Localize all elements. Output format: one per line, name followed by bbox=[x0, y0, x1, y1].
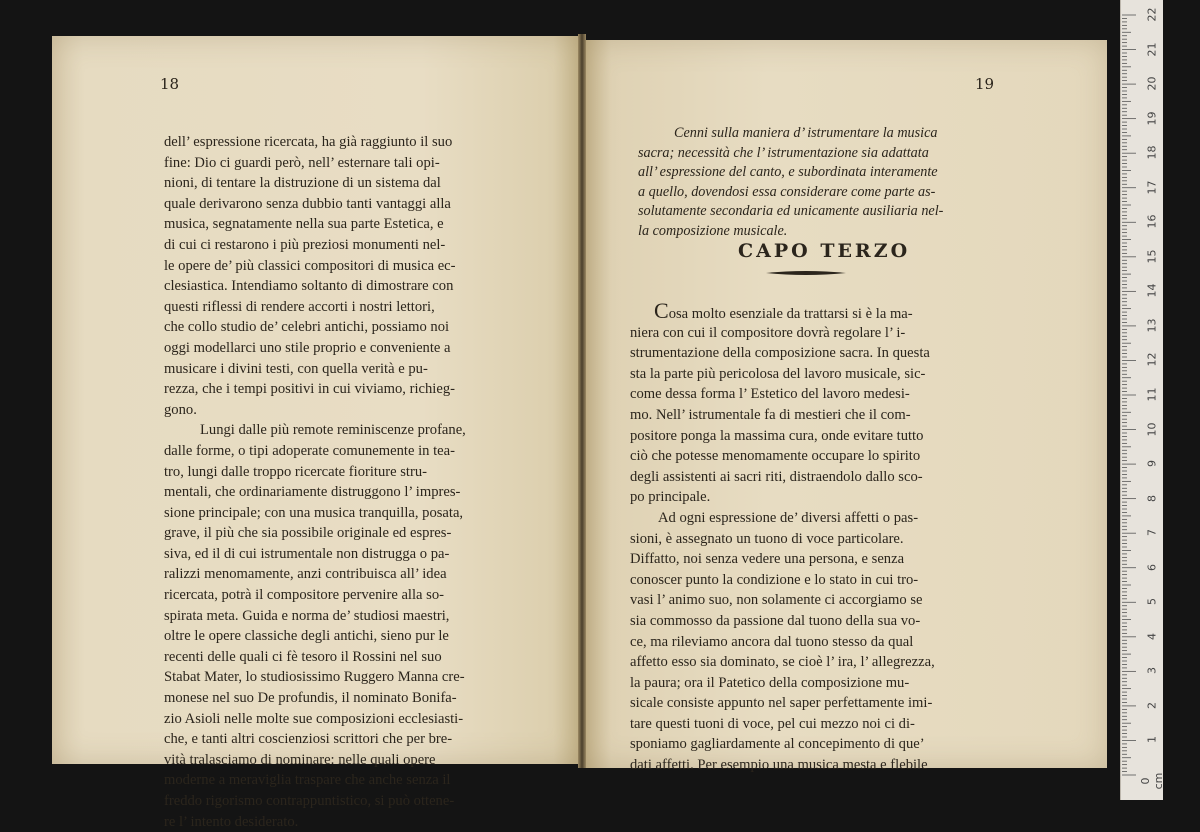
left-page-text-line: Stabat Mater, lo studiosissimo Ruggero Manna cre- bbox=[164, 669, 465, 686]
left-page-text-line: moderne a meraviglia traspare che anche senza il bbox=[164, 772, 451, 789]
right-page-body-line: sicale consiste appunto nel saper perfettamente imi- bbox=[630, 695, 933, 712]
chapter-summary-line: all’ espressione del canto, e subordinata interamente bbox=[638, 164, 938, 181]
right-page-body-line: la paura; ora il Patetico della composizione mu- bbox=[630, 674, 910, 691]
right-page-body-line: niera con cui il compositore dovrà regolare l’ i- bbox=[630, 324, 906, 341]
ruler-label: 21 bbox=[1145, 42, 1159, 57]
book-gutter bbox=[578, 34, 586, 768]
right-page-body-line: ce, ma rileviamo ancora dal tuono stesso da qual bbox=[630, 633, 914, 650]
left-page-text bbox=[164, 132, 524, 832]
left-page-text-line: freddo rigorismo contrappuntistico, si può ottene- bbox=[164, 793, 455, 809]
right-page-body-line: mo. Nell’ istrumentale fa di mestieri che il com- bbox=[630, 406, 911, 423]
ruler-label: 20 bbox=[1145, 76, 1159, 91]
left-page-text-line: recenti delle quali ci fè tesoro il Rossini nel suo bbox=[164, 648, 442, 665]
ruler-label: 14 bbox=[1145, 283, 1159, 298]
right-page-body-line: vasi l’ animo suo, non solamente ci accorgiamo se bbox=[630, 592, 923, 609]
measuring-ruler bbox=[1120, 0, 1163, 800]
left-page-text-line: mentali, che ordinariamente distruggono l’ impres- bbox=[164, 484, 461, 501]
left-page-text-line: rezza, che i tempi positivi in cui viviamo, richieg- bbox=[164, 381, 455, 398]
right-page-body-line: degli assistenti ai sacri riti, distraendolo dallo sco- bbox=[630, 468, 923, 485]
left-page-text-line: le opere de’ più classici compositori di musica ec- bbox=[164, 257, 456, 274]
left-page-text-line: oltre le opere classiche degli antichi, sieno pur le bbox=[164, 628, 449, 645]
ruler-label: 1 bbox=[1145, 736, 1159, 744]
chapter-summary-line: la composizione musicale. bbox=[638, 222, 788, 239]
right-page-body-line: strumentazione della composizione sacra. In questa bbox=[630, 345, 930, 362]
right-page-body-line: sia commosso da passione dal tuono della sua vo- bbox=[630, 612, 921, 629]
left-page-text-line: dalle forme, o tipi adoperate comunemente in tea- bbox=[164, 442, 455, 459]
right-page-body-line bbox=[630, 302, 985, 323]
left-page-text-line: clesiastica. Intendiamo soltanto di dimostrare con bbox=[164, 278, 454, 295]
ruler-label: 11 bbox=[1145, 387, 1159, 402]
ruler-label: 4 bbox=[1145, 632, 1159, 640]
left-page-text-line: musica, segnatamente nella sua parte Estetica, e bbox=[164, 216, 444, 233]
ruler-label: 13 bbox=[1145, 318, 1159, 333]
right-page-body-line: po principale. bbox=[630, 489, 711, 506]
ruler-label: 16 bbox=[1145, 214, 1159, 229]
right-page-body-line: sioni, è assegnato un tuono di voce particolare. bbox=[630, 530, 904, 547]
chapter-summary-line: sacra; necessità che l’ istrumentazione sia adattata bbox=[638, 144, 929, 161]
chapter-ornament bbox=[766, 270, 846, 276]
left-page-text-line: questi riflessi di rendere accorti i nostri lettori, bbox=[164, 298, 435, 315]
ruler-label: 8 bbox=[1145, 494, 1159, 502]
right-page-body-line: come dessa forma l’ Estetico del lavoro medesi- bbox=[630, 386, 910, 403]
left-page-text-line: gono. bbox=[164, 401, 197, 418]
ruler-label: 2 bbox=[1145, 701, 1159, 709]
ruler-label: 10 bbox=[1145, 422, 1159, 437]
chapter-summary-line: Cenni sulla maniera d’ istrumentare la musica bbox=[674, 125, 938, 141]
chapter-summary-line: a quello, dovendosi essa considerare come parte as- bbox=[638, 183, 936, 200]
ruler-label: 3 bbox=[1145, 667, 1159, 675]
ruler-label: 12 bbox=[1145, 352, 1159, 367]
left-page-number: 18 bbox=[160, 75, 180, 93]
right-page-body-line: tare questi tuoni di voce, pel cui mezzo noi ci di- bbox=[630, 715, 915, 732]
left-page-text-line: musicare i divini testi, con quella verità e pu- bbox=[164, 360, 428, 377]
left-page-text-line: che collo studio de’ celebri antichi, possiamo noi bbox=[164, 319, 450, 336]
left-page-text-line: spirata meta. Guida e norma de’ studiosi maestri, bbox=[164, 607, 450, 624]
first-line-text: osa molto esenziale da trattarsi si è la ma- bbox=[668, 306, 913, 322]
chapter-summary bbox=[638, 124, 983, 242]
right-page-body-line: dati affetti. Per esempio una musica mesta e flebile bbox=[630, 757, 928, 774]
left-page-text-line: dell’ espressione ricercata, ha già raggiunto il suo bbox=[164, 134, 453, 150]
chapter-title: CAPO TERZO bbox=[738, 240, 911, 262]
right-page-number: 19 bbox=[975, 75, 995, 93]
left-page-text-line: tro, lungi dalle troppo ricercate fioriture stru- bbox=[164, 463, 427, 480]
right-page-body bbox=[630, 302, 985, 776]
left-page-text-line: monese nel suo De profundis, il nominato Bonifa- bbox=[164, 690, 457, 707]
left-page-text-line: ricercata, potrà il compositore pervenire alla so- bbox=[164, 587, 444, 604]
ruler-label: 18 bbox=[1145, 145, 1159, 160]
right-page-body-line: positore ponga la massima cura, onde evitare tutto bbox=[630, 427, 924, 444]
ruler-label: 9 bbox=[1145, 460, 1159, 468]
left-page-text-line: vità tralasciamo di nominare: nelle quali opere bbox=[164, 751, 436, 768]
right-page-body-line: ciò che potesse menomamente occupare lo spirito bbox=[630, 448, 921, 465]
dropcap-letter: C bbox=[654, 302, 669, 323]
right-page-body-line: affetto esso sia dominato, se cioè l’ ira, l’ allegrezza, bbox=[630, 654, 935, 671]
right-page-body-line: conoscer punto la condizione e lo stato in cui tro- bbox=[630, 571, 919, 588]
ruler-label: 22 bbox=[1145, 7, 1159, 22]
left-page-text-line: quale derivarono senza dubbio tanti vantaggi alla bbox=[164, 195, 451, 212]
left-page-text-line: nioni, di tentare la distruzione di un sistema dal bbox=[164, 175, 441, 192]
left-page-text-line: fine: Dio ci guardi però, nell’ esternare tali opi- bbox=[164, 154, 440, 171]
right-page-body-line: sta la parte più pericolosa del lavoro musicale, sic- bbox=[630, 365, 926, 382]
left-page-text-line: grave, il più che sia possibile originale ed espres- bbox=[164, 525, 452, 542]
ruler-label: 0 cm bbox=[1139, 772, 1165, 790]
ruler-label: 6 bbox=[1145, 563, 1159, 571]
ruler-label: 19 bbox=[1145, 111, 1159, 126]
ruler-label: 7 bbox=[1145, 529, 1159, 537]
left-page-text-line: re l’ intento desiderato. bbox=[164, 813, 299, 830]
left-page-text-line: Lungi dalle più remote reminiscenze profane, bbox=[200, 422, 466, 439]
left-page-text-line: zio Asioli nelle molte sue composizioni ecclesiasti- bbox=[164, 710, 464, 727]
left-page-text-line: siva, ed il di cui istrumentale non distrugga o pa- bbox=[164, 545, 450, 562]
left-page-text-line: sione principale; con una musica tranquilla, posata, bbox=[164, 504, 464, 521]
right-page-body-line: Ad ogni espressione de’ diversi affetti o pas- bbox=[658, 509, 919, 526]
left-page-text-line: che, e tanti altri coscienziosi scrittori che per bre- bbox=[164, 731, 453, 748]
right-page-body-line: sponiamo gagliardamente al concepimento di que’ bbox=[630, 736, 925, 753]
right-page-body-line: Diffatto, noi senza vedere una persona, e senza bbox=[630, 551, 905, 568]
left-page-text-line: di cui ci restarono i più preziosi monumenti nel- bbox=[164, 236, 446, 253]
ruler-label: 15 bbox=[1145, 249, 1159, 264]
chapter-summary-line: solutamente secondaria ed unicamente ausiliaria nel- bbox=[638, 203, 944, 220]
left-page-text-line: oggi modellarci uno stile proprio e conveniente a bbox=[164, 339, 451, 356]
ruler-label: 17 bbox=[1145, 180, 1159, 195]
ruler-label: 5 bbox=[1145, 598, 1159, 606]
left-page-text-line: ralizzi menomamente, anzi contribuisca all’ idea bbox=[164, 566, 447, 583]
